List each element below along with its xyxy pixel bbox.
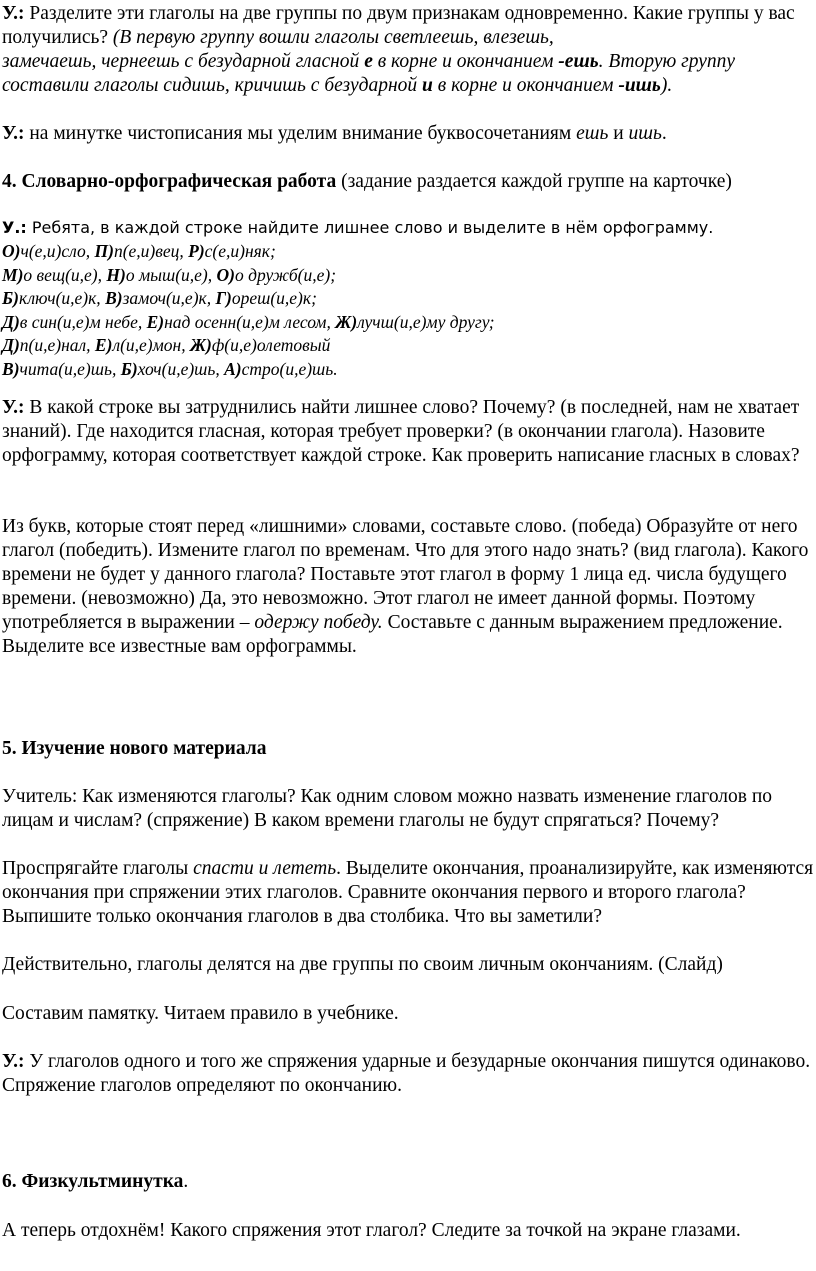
word-task-text-b: Составьте с данным выражением предложение. Выделите все известные вам орфограммы. [2,612,783,657]
row-letter-paren: ) [120,264,126,285]
calligraphy-text: на минутке чистописания мы уделим внимание буквосочетаниям [24,123,577,144]
teacher-text: Учитель: Как изменяются глаголы? Как одним словом можно назвать изменение глаголов по лицам и числам? (спряжение) В каком времени глаголы не будут спрягаться? Почему? [2,786,773,831]
word-row [2,334,814,358]
row-letter-paren: ) [116,288,123,308]
row-letter: Б [120,358,132,379]
discussion-text: В какой строке вы затруднились найти лишнее слово? Почему? (в последней, нам не хватает знаний). Где находится гласная, которая требует проверки? (в окончании глагола). Назовите орфограмму, которая соответствует каждой строке. Как проверить написание гласных в словах? [2,397,800,466]
speaker-label: У.: [2,218,27,237]
row-letter-paren: ) [158,311,165,332]
word-row [2,287,814,311]
row-word: ключ(и,е)к, [18,288,106,308]
intro-answer-c-bold: -ешь [558,51,599,72]
word-task-paragraph [2,515,814,659]
rule-text: У глаголов одного и того же спряжения ударные и безударные окончания пишутся одинаково. Спряжение глаголов определяют по окончанию. [2,1051,811,1096]
row-word: чита(и,е)шь, [19,358,121,379]
row-word: ф(и,е)олетовый [211,335,331,355]
row-letter: Е [94,335,107,355]
row-letter-paren: ) [13,335,20,355]
section-5-heading [2,737,814,761]
word-row [2,358,814,382]
intro-answer-d: . Вторую группу составили глаголы сидишь, кричишь с безударной [2,51,736,96]
row-word: стро(и,е)шь. [241,358,338,379]
discussion-paragraph [2,396,814,468]
row-letter: Е [146,311,159,332]
section-6-heading [2,1170,814,1194]
row-letter: Г [215,288,227,308]
row-word: лучш(и,е)му другу; [357,311,495,332]
row-word: хоч(и,е)шь, [137,358,225,379]
row-letter: П [94,241,109,261]
row-letter: Р [188,241,199,261]
section-4-title: 4. Словарно-орфографическая работа [2,171,337,192]
rest-paragraph [2,1219,814,1243]
conjugate-text: Проспрягайте глаголы [2,858,194,879]
speaker-label: У.: [2,3,25,24]
speaker-label: У.: [2,397,25,418]
memo-text: Составим памятку. Читаем правило в учебнике. [2,1003,399,1024]
intro-answer-e-bold: -ишь [618,75,661,96]
section-5-title: 5. Изучение нового материала [2,738,267,759]
row-letter-paren: ) [226,288,232,308]
row-letter: В [105,288,117,308]
speaker-label: У.: [2,1051,25,1072]
row-letter: Д [2,311,14,332]
row-word: о мыш(и,е), [125,264,217,285]
intro-answer-b-bold: е [364,51,373,72]
task-text: Ребята, в каждой строке найдите лишнее слово и выделите в нём орфограмму. [26,218,714,237]
word-row [2,264,814,288]
conjugate-emphasis: спасти и лететь [193,858,337,879]
row-letter-paren: ) [108,241,114,261]
conjugate-text-b: . Выделите окончания, проанализируйте, как изменяются окончания при спряжении этих глаголов. Сравните окончания первого и второго глагола? Выпишите только окончания глаголов в два столбика. Что вы заметили? [2,858,814,927]
row-word: о дружб(и,е); [234,264,337,285]
row-letter-paren: ) [206,335,212,355]
row-letter: Н [106,264,121,285]
section-6-dot: . [183,1171,189,1192]
intro-answer-f: ). [660,75,673,96]
intro-answer: (В первую группу вошли глаголы светлеешь, влезешь, [112,27,554,48]
intro-answer-c: в корне и окончанием [372,51,559,72]
row-word: о вещ(и,е), [23,264,107,285]
row-word: п(е,и)вец, [113,241,189,261]
row-letter-paren: ) [13,358,20,379]
row-letter-paren: ) [106,335,113,355]
row-word: с(е,и)няк; [204,241,276,261]
row-word: л(и,е)мон, [112,335,190,355]
calligraphy-text-b: и [608,123,629,144]
section-4-heading [2,170,814,194]
row-letter-paren: ) [17,264,24,285]
row-letter-paren: ) [14,241,21,261]
row-letter: Д [2,335,14,355]
section-4-subtitle: (задание раздается каждой группе на карточке) [336,171,732,192]
word-row [2,311,814,335]
calligraphy-em2: ишь [628,123,662,144]
row-letter-paren: ) [351,311,358,332]
row-word: в син(и,е)м небе, [19,311,147,332]
section-6-title: 6. Физкультминутка [2,1171,184,1192]
rule-paragraph [2,1050,814,1098]
row-word: замоч(и,е)к, [122,288,216,308]
row-letter: Ж [335,311,352,332]
groups-text: Действительно, глаголы делятся на две группы по своим личным окончаниям. (Слайд) [2,954,723,975]
intro-answer-e: в корне и окончанием [432,75,619,96]
row-letter-paren: ) [131,358,138,379]
row-letter: А [224,358,236,379]
row-letter: В [2,358,14,379]
intro-answer-d-bold: и [422,75,433,96]
word-row [2,240,814,264]
row-word: над осенн(и,е)м лесом, [164,311,336,332]
intro-question: Разделите эти глаголы на две группы по двум признакам одновременно. Какие группы у вас получились? [2,3,795,48]
row-letter-paren: ) [229,264,235,285]
calligraphy-em1: ешь [576,123,609,144]
task-paragraph [2,217,814,239]
row-word: ореш(и,е)к; [231,288,317,308]
word-rows [2,240,814,381]
groups-paragraph [2,953,814,977]
row-letter-paren: ) [13,311,20,332]
row-letter: Б [2,288,14,308]
row-word: ч(е,и)сло, [20,241,95,261]
intro-answer-b: замечаешь, чернеешь с безударной гласной [2,51,365,72]
memo-paragraph [2,1002,814,1026]
rest-text: А теперь отдохнём! Какого спряжения этот глагол? Следите за точкой на экране глазами. [2,1220,741,1241]
word-task-emphasis: одержу победу. [254,612,383,633]
row-letter-paren: ) [235,358,242,379]
calligraphy-text-c: . [661,123,667,144]
row-letter: Ж [189,335,207,355]
calligraphy-paragraph [2,122,814,146]
row-letter-paren: ) [13,288,19,308]
conjugate-paragraph [2,857,814,929]
intro-paragraph [2,2,814,98]
word-task-text: Из букв, которые стоят перед «лишними» словами, составьте слово. (победа) Образуйте от него глагол (победить). Измените глагол по временам. Что для этого надо знать? (вид глагола). Какого времени не будет у данного глагола? Поставьте этот глагол в форму 1 лица ед. числа будущего времени. (невозможно) Да, это невозможно. Этот глагол не имеет данной формы. Поэтому употребляется в выражении – [2,516,809,633]
speaker-label: У.: [2,123,25,144]
row-letter: О [2,241,15,261]
row-letter: М [2,264,18,285]
teacher-paragraph [2,785,814,833]
row-letter-paren: ) [198,241,205,261]
row-word: п(и,е)нал, [19,335,95,355]
row-letter: О [216,264,230,285]
